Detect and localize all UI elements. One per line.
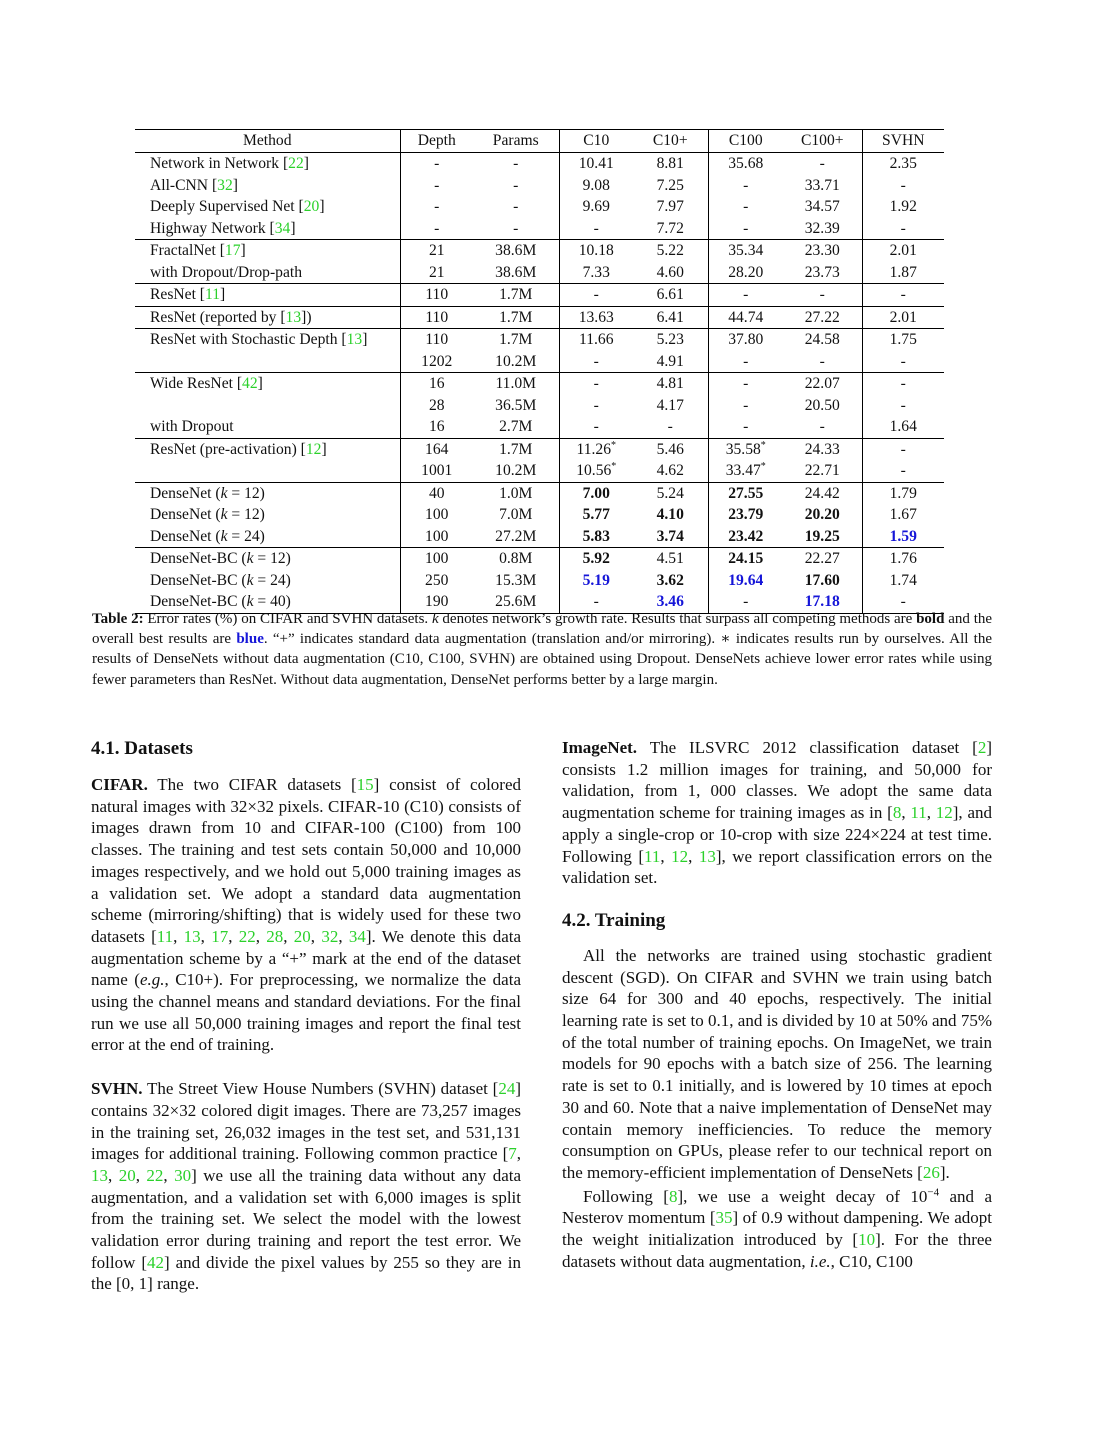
cell-svhn: 1.67	[862, 504, 944, 526]
cell-method	[135, 373, 400, 395]
cell-c10p: 5.22	[633, 240, 708, 262]
cell-c100: 23.42	[708, 526, 783, 548]
cell-svhn: 1.92	[862, 196, 944, 218]
cell-svhn: 2.35	[862, 153, 944, 175]
cell-c10p: 4.91	[656, 352, 684, 370]
table-row	[135, 329, 944, 351]
table-row	[135, 460, 944, 482]
error-rates-table	[135, 129, 944, 614]
citation-link[interactable]: 20	[118, 1165, 136, 1185]
cell-c10: 5.77	[559, 504, 633, 526]
citation-link[interactable]: 12	[671, 846, 689, 866]
cell-c10: 9.69	[559, 196, 633, 218]
cell-c100: 35.34	[708, 240, 783, 262]
cell-depth: -	[400, 218, 473, 240]
cell-c10p: 8.81	[656, 155, 684, 172]
table-row	[135, 262, 944, 284]
paragraph-cifar-text: The two CIFAR datasets [15] consist of colored natural images with 32×32 pixels. CIFAR-10 (C10) consists of images drawn from 10 and CIFAR-100 (C100) from 100 classes. The training and test sets contain 50,000 and 10,000 images respectively, and we hold out 5,000 training images as a validation set. We adopt a standard data augmentation scheme (mirroring/shifting) that is widely used for these two datasets [11, 13, 17, 22, 28, 20, 32, 34]. We denote this data augmentation scheme by a “+” mark at the end of the dataset name (e.g., C10+). For preprocessing, we normalize the data using the channel means and standard deviations. For the final run we use all 50,000 training images and report the final test error at the end of training.	[91, 775, 522, 1055]
cell-depth: 190	[400, 591, 473, 613]
cell-svhn: 1.74	[862, 570, 944, 592]
cell-c10p: 4.60	[656, 263, 684, 281]
cell-params: 10.2M	[495, 352, 537, 370]
method-name-suffix: ]	[240, 242, 246, 259]
citation-link[interactable]: 13	[346, 331, 363, 348]
cell-c100p: 20.50	[804, 396, 840, 414]
table-header-row	[135, 130, 944, 153]
cell-c10: -	[559, 591, 633, 613]
cell-svhn: 1.59	[862, 526, 944, 548]
cell-method	[135, 351, 400, 373]
method-name-suffix: ]	[362, 331, 368, 348]
cell-c100p: -	[819, 155, 825, 172]
cell-method: DenseNet-BC (k = 40)	[135, 591, 400, 613]
citation-link[interactable]: 7	[508, 1144, 517, 1164]
citation-link[interactable]: 22	[238, 926, 256, 946]
citation-link[interactable]: 26	[922, 1162, 940, 1182]
cell-method: DenseNet (k = 12)	[150, 506, 265, 523]
cell-method	[135, 196, 400, 218]
method-name: with Dropout	[150, 418, 234, 435]
right-column	[562, 737, 992, 1272]
paragraph-training-1-text: All the networks are trained using stochastic gradient descent (SGD). On CIFAR and SVHN we train using batch size 64 for 300 and 40 epochs, respectively. The initial learning rate is set to 0.1, and is divided by 10 at 50% and 75% of the total number of training epochs. On ImageNet, we train models for 90 epochs with a batch size of 256. The learning rate is set to 0.1 initially, and is lowered by 10 times at epoch 30 and 60. Note that a naive implementation of DenseNet may contain memory inefficiencies. To reduce the memory consumption on GPUs, please refer to our technical report on the memory-efficient implementation of DenseNets [26].	[562, 945, 992, 1182]
cell-c100: 35.58*	[708, 438, 783, 460]
cell-c100p: 24.42	[783, 482, 862, 504]
paragraph-svhn-text: The Street View House Numbers (SVHN) dataset [24] contains 32×32 colored digit images. There are 73,257 images in the training set, 26,032 images in the test set, and 531,131 images for additional training. Following common practice [7, 13, 20, 22, 30] we use all the training data without any data augmentation, and a validation set with 6,000 images is split from the training set. We select the model with the lowest validation error during training and report the test error. We follow [42] and divide the pixel values by 255 so they are in the [0, 1] range.	[91, 1079, 522, 1294]
caption-bold-word: bold	[916, 611, 945, 627]
cell-params: -	[513, 198, 519, 215]
cell-method	[135, 438, 400, 460]
cell-method	[135, 460, 400, 482]
cell-c10p: 6.41	[633, 306, 708, 329]
table-row	[135, 175, 944, 197]
citation-link[interactable]: 28	[266, 926, 284, 946]
cell-params: 1.7M	[473, 284, 559, 307]
cell-c100p: 20.20	[804, 506, 840, 523]
cell-c10: 5.19	[559, 570, 633, 592]
caption-label: Table 2:	[92, 611, 144, 627]
cell-depth: 100	[400, 548, 473, 570]
cell-c10: 5.92	[559, 548, 633, 570]
paragraph-training-2-text: Following [8], we use a weight decay of $10^{-4}$ and a Nesterov momentum [35] of 0.9 without dampening. We adopt the weight initialization introduced by [10]. For the three datasets without data augmentation, i.e., C10, C100	[562, 1186, 993, 1271]
cell-params: 7.0M	[499, 506, 533, 523]
table-row	[135, 373, 944, 395]
cell-c100: 37.80	[708, 329, 783, 351]
method-name: Wide ResNet [	[150, 375, 243, 392]
column-header-c100plus: C100+	[783, 130, 862, 153]
citation-link[interactable]: 17	[224, 242, 241, 259]
citation-link[interactable]: 12	[935, 803, 953, 823]
cell-method: DenseNet (k = 24)	[150, 527, 265, 545]
cell-c100: 35.68	[708, 153, 783, 175]
cell-c100p: 34.57	[804, 198, 840, 215]
cell-method	[135, 329, 400, 351]
cell-c10: -	[559, 373, 633, 395]
cell-c10: -	[559, 351, 633, 373]
cell-c10p: 6.61	[633, 284, 708, 307]
cell-params: 27.2M	[495, 527, 537, 545]
citation-link[interactable]: 32	[321, 926, 339, 946]
paragraph-cifar	[91, 774, 521, 1056]
method-name-suffix: ]	[257, 375, 263, 392]
cell-c100p: 22.71	[804, 462, 840, 479]
cell-svhn: 1.76	[862, 548, 944, 570]
table-row	[135, 438, 944, 460]
cell-params: 38.6M	[495, 263, 537, 281]
section-title-datasets: 4.1. Datasets	[91, 738, 193, 759]
cell-c10: 11.26*	[559, 438, 633, 460]
paragraph-svhn	[91, 1078, 521, 1295]
cell-c100: -	[708, 395, 783, 417]
cell-depth: -	[400, 175, 473, 197]
cell-c100p: 22.07	[783, 373, 862, 395]
cell-c10: 10.18	[559, 240, 633, 262]
paragraph-training-2	[562, 1186, 992, 1273]
cell-c10p: 3.46	[633, 591, 708, 613]
method-name: ResNet (reported by [	[150, 308, 286, 326]
cell-depth: 40	[400, 482, 473, 504]
citation-link[interactable]: 8	[892, 803, 902, 823]
cell-c10p: 3.74	[656, 527, 684, 545]
cell-depth: 110	[400, 284, 473, 307]
cell-depth: 110	[400, 329, 473, 351]
paragraph-training-1	[562, 945, 992, 1184]
column-header-c100: C100	[708, 130, 783, 153]
citation-link[interactable]: 34	[348, 926, 366, 946]
cell-c100: 33.47*	[708, 460, 783, 482]
column-header-params: Params	[473, 130, 559, 153]
cell-c100p: -	[819, 352, 825, 370]
method-name-suffix: ]	[303, 155, 309, 172]
cell-c100: -	[708, 351, 783, 373]
cell-method	[135, 240, 400, 262]
cell-c100p: 19.25	[804, 527, 840, 545]
method-name: ResNet (pre-activation) [	[150, 440, 306, 458]
cell-method	[135, 284, 400, 307]
table-row	[135, 416, 944, 438]
cell-depth: 100	[400, 526, 473, 548]
citation-link[interactable]: 20	[303, 198, 320, 215]
cell-svhn: 1.87	[862, 262, 944, 284]
citation-link[interactable]: 11	[644, 846, 661, 866]
citation-link[interactable]: 15	[356, 775, 374, 794]
citation-link[interactable]: 13	[91, 1165, 108, 1185]
column-header-method: Method	[135, 130, 400, 153]
cell-params: 36.5M	[495, 396, 537, 414]
citation-link[interactable]: 11	[910, 803, 927, 823]
cell-params: 1.0M	[473, 482, 559, 504]
method-name-suffix: ]	[220, 286, 226, 303]
left-column	[91, 737, 521, 1295]
cell-depth: 1001	[400, 460, 473, 482]
cell-method	[135, 218, 400, 240]
cell-method	[135, 306, 400, 329]
cell-params: -	[513, 219, 519, 237]
table-header	[135, 130, 944, 153]
cell-svhn: 1.79	[862, 482, 944, 504]
cell-svhn: 2.01	[862, 306, 944, 329]
cell-depth: 21	[400, 262, 473, 284]
table-row	[135, 284, 944, 307]
cell-c100: 19.64	[708, 570, 783, 592]
cell-depth: 28	[400, 395, 473, 417]
cell-c100p: 23.73	[804, 263, 840, 281]
citation-link[interactable]: 30	[174, 1165, 192, 1185]
method-name-suffix: ]	[319, 198, 325, 215]
cell-c10: -	[559, 416, 633, 438]
cell-svhn: -	[862, 460, 944, 482]
method-name-suffix: ]	[321, 440, 327, 458]
cell-c10p: 7.97	[656, 198, 684, 215]
cell-svhn: -	[862, 373, 944, 395]
cell-c100: 23.79	[708, 504, 783, 526]
cell-svhn: -	[862, 351, 944, 373]
cell-c100p: 33.71	[804, 176, 840, 194]
cell-params: 0.8M	[473, 548, 559, 570]
cell-c10: 11.66	[559, 329, 633, 351]
method-name-suffix: ]	[290, 219, 296, 237]
cell-c100: -	[708, 196, 783, 218]
cell-c100p: 24.33	[783, 438, 862, 460]
cell-c10p: 4.17	[656, 396, 684, 414]
cell-c100: -	[708, 218, 783, 240]
cell-params: 11.0M	[473, 373, 559, 395]
runin-svhn: SVHN.	[91, 1079, 143, 1099]
cell-svhn: -	[862, 284, 944, 307]
citation-link[interactable]: 32	[217, 176, 233, 194]
cell-c10p: 4.81	[633, 373, 708, 395]
cell-svhn: -	[862, 218, 944, 240]
cell-c10p: 5.24	[633, 482, 708, 504]
citation-link[interactable]: 42	[242, 375, 258, 392]
cell-depth: -	[400, 153, 473, 175]
citation-link[interactable]: 11	[156, 926, 174, 946]
cell-c100p: 22.27	[783, 548, 862, 570]
cell-c100: 27.55	[708, 482, 783, 504]
cell-c100: -	[708, 373, 783, 395]
cell-c10: 10.56*	[559, 460, 633, 482]
method-name: Deeply Supervised Net [	[150, 198, 304, 215]
cell-c100p: 17.60	[804, 571, 840, 589]
cell-method	[135, 262, 400, 284]
citation-link[interactable]: 2	[977, 738, 987, 757]
cell-c10: 7.00	[559, 482, 633, 504]
caption-text-4: . “+” indicates standard data augmentation (translation and/or mirroring). ∗ indicates results run by ourselves. All the results of DenseNets without data augmentation (C10, C100, SVHN) are obtained using Dropout. DenseNets achieve lower error rates while using fewer parameters than ResNet. Without data augmentation, DenseNet performs better by a large margin.	[92, 631, 992, 688]
cell-c10: 10.41	[559, 153, 633, 175]
cell-c10: -	[559, 284, 633, 307]
cell-c10p: 4.51	[633, 548, 708, 570]
citation-link[interactable]: 24	[498, 1079, 516, 1099]
cell-c100p: -	[819, 418, 825, 435]
cell-depth: 16	[400, 416, 473, 438]
cell-svhn: -	[862, 591, 944, 613]
table-row	[135, 196, 944, 218]
cell-c10: -	[559, 218, 633, 240]
caption-text-3: and the overall best results are	[92, 611, 993, 648]
cell-method: DenseNet-BC (k = 12)	[135, 548, 400, 570]
citation-link[interactable]: 20	[293, 926, 311, 946]
cell-method	[135, 416, 400, 438]
cell-c10p: -	[667, 418, 673, 435]
cell-c10p: 4.10	[656, 506, 684, 523]
section-title-training: 4.2. Training	[562, 909, 666, 931]
table-row	[135, 482, 944, 504]
runin-imagenet: ImageNet.	[562, 738, 638, 757]
cell-params: 1.7M	[473, 329, 559, 351]
cell-c100p: 24.58	[783, 329, 862, 351]
cell-params: 2.7M	[499, 418, 533, 435]
cell-params: 1.7M	[473, 438, 559, 460]
citation-link[interactable]: 13	[698, 846, 716, 866]
cell-depth: 164	[400, 438, 473, 460]
caption-k-symbol: k	[431, 611, 439, 627]
cell-c10: 13.63	[559, 306, 633, 329]
cell-method	[135, 153, 400, 175]
citation-link[interactable]: 10	[858, 1230, 876, 1250]
table-row	[135, 306, 944, 329]
cell-c100: 24.15	[708, 548, 783, 570]
cell-c10p: 7.25	[656, 176, 684, 194]
cell-svhn: -	[862, 438, 944, 460]
cell-c100: 28.20	[708, 262, 783, 284]
cell-params: 1.7M	[473, 306, 559, 329]
table-row	[135, 351, 944, 373]
citation-link[interactable]: 11	[205, 286, 221, 303]
table-row	[135, 504, 944, 526]
cell-method: DenseNet (k = 12)	[135, 482, 400, 504]
cell-params: -	[513, 155, 519, 172]
cell-depth: 21	[400, 240, 473, 262]
cell-depth: 110	[400, 306, 473, 329]
caption-text-1: Error rates (%) on CIFAR and SVHN datasets.	[143, 611, 432, 627]
cell-c10: 5.83	[559, 526, 633, 548]
cell-c100p: 23.30	[783, 240, 862, 262]
method-name: ResNet with Stochastic Depth [	[150, 331, 347, 348]
cell-c10p: 5.23	[633, 329, 708, 351]
paragraph-imagenet	[562, 737, 992, 889]
citation-link[interactable]: 42	[146, 1252, 164, 1272]
cell-c10: 7.33	[559, 262, 633, 284]
cell-c100: -	[708, 175, 783, 197]
column-header-depth: Depth	[400, 130, 473, 153]
column-header-c10plus: C10+	[633, 130, 708, 153]
method-name-suffix: ])	[301, 308, 312, 326]
column-header-c10: C10	[559, 130, 633, 153]
column-header-svhn: SVHN	[862, 130, 944, 153]
cell-params: -	[513, 176, 519, 194]
cell-c10: -	[559, 395, 633, 417]
table-caption	[92, 609, 992, 690]
cell-c10p: 5.46	[633, 438, 708, 460]
table-row	[135, 526, 944, 548]
cell-svhn: -	[862, 395, 944, 417]
citation-link[interactable]: 13	[285, 308, 302, 326]
cell-svhn: -	[862, 175, 944, 197]
paragraph-imagenet-text: The ILSVRC 2012 classification dataset [2] consists 1.2 million images for training, and 50,000 for validation, from 1, 000 classes. We adopt the same data augmentation scheme for training images as in [8, 11, 12], and apply a single-crop or 10-crop with size 224×224 at test time. Following [11, 12, 13], we report classification errors on the validation set.	[562, 738, 993, 888]
cell-c100p: 27.22	[783, 306, 862, 329]
table-body	[135, 153, 944, 614]
citation-link[interactable]: 13	[183, 926, 201, 946]
runin-cifar: CIFAR.	[91, 775, 148, 794]
cell-depth: 16	[400, 373, 473, 395]
cell-c100: 44.74	[708, 306, 783, 329]
method-name: Network in Network [	[150, 155, 289, 172]
cell-c100p: 17.18	[783, 591, 862, 613]
cell-params: 15.3M	[495, 571, 537, 589]
citation-link[interactable]: 34	[274, 219, 291, 237]
cell-method: DenseNet-BC (k = 24)	[150, 571, 291, 589]
table-row	[135, 570, 944, 592]
citation-link[interactable]: 17	[211, 926, 229, 946]
method-name: Highway Network [	[150, 219, 275, 237]
table-row	[135, 548, 944, 570]
cell-method	[135, 175, 400, 197]
caption-blue-word: blue	[236, 631, 264, 648]
table-row	[135, 218, 944, 240]
method-name: All-CNN [	[150, 176, 218, 194]
citation-link[interactable]: 22	[288, 155, 304, 172]
cell-depth: 100	[400, 504, 473, 526]
cell-c100: -	[708, 591, 783, 613]
caption-text-2: denotes network’s growth rate. Results that surpass all competing methods are	[438, 611, 917, 627]
cell-svhn: 1.64	[862, 416, 944, 438]
method-name: FractalNet [	[150, 242, 225, 259]
cell-params: 25.6M	[473, 591, 559, 613]
cell-method	[135, 395, 400, 417]
cell-c10p: 3.62	[656, 571, 684, 589]
cell-c10: 9.08	[559, 175, 633, 197]
cell-depth: -	[400, 196, 473, 218]
cell-c10p: 4.62	[656, 462, 684, 479]
cell-c10p: 7.72	[656, 219, 684, 237]
cell-c100p: 32.39	[804, 219, 840, 237]
method-name-suffix: ]	[232, 176, 238, 194]
results-table-container	[135, 129, 944, 614]
cell-svhn: 2.01	[862, 240, 944, 262]
table-row	[135, 153, 944, 175]
citation-link[interactable]: 8	[668, 1186, 678, 1206]
cell-depth: 250	[400, 570, 473, 592]
cell-params: 10.2M	[495, 462, 537, 479]
cell-c100: -	[708, 416, 783, 438]
citation-link[interactable]: 12	[305, 440, 322, 458]
cell-c100p: -	[783, 284, 862, 307]
cell-svhn: 1.75	[862, 329, 944, 351]
method-name: ResNet [	[150, 286, 205, 303]
table-row	[135, 395, 944, 417]
citation-link[interactable]: 22	[146, 1165, 164, 1185]
cell-depth: 1202	[400, 351, 473, 373]
method-name: with Dropout/Drop-path	[150, 263, 303, 281]
cell-params: 38.6M	[473, 240, 559, 262]
cell-c100: -	[708, 284, 783, 307]
table-row	[135, 240, 944, 262]
citation-link[interactable]: 35	[715, 1208, 733, 1228]
